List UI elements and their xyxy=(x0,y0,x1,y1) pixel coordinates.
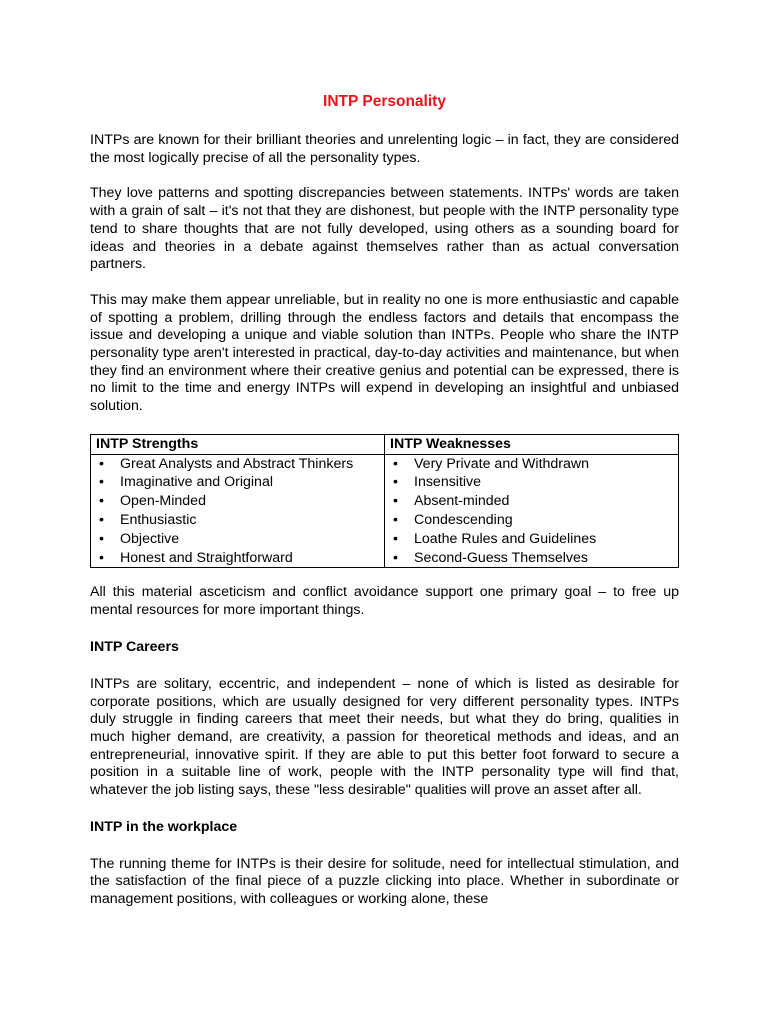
weakness-item: • Very Private and Withdrawn xyxy=(390,455,678,474)
weaknesses-header: INTP Weaknesses xyxy=(385,434,679,454)
intro-paragraph: INTPs are known for their brilliant theories and unrelenting logic – in fact, they are considered the most logically precise of all the personality types. xyxy=(90,132,679,166)
strengths-list xyxy=(96,455,384,568)
weakness-item: • Loathe Rules and Guidelines xyxy=(390,530,678,549)
strength-item: • Imaginative and Original xyxy=(96,473,384,492)
table-body-row xyxy=(91,454,679,568)
weakness-item: • Condescending xyxy=(390,511,678,530)
asceticism-paragraph: All this material asceticism and conflict avoidance support one primary goal – to free up mental resources for more important things. xyxy=(90,584,679,619)
table-header-row xyxy=(91,434,679,454)
weakness-item: • Absent-minded xyxy=(390,492,678,511)
weakness-item: • Insensitive xyxy=(390,473,678,492)
reliability-paragraph: This may make them appear unreliable, but in reality no one is more enthusiastic and capable of spotting a problem, drilling through the endless factors and details that encompass the issue and developing a unique and viable solution than INTPs. People who share the INTP personality type aren't interested in practical, day-to-day activities and maintenance, but when they find an environment where their creative genius and potential can be expressed, there is no limit to the time and energy INTPs will expend in developing an insightful and unbiased solution. xyxy=(90,291,679,415)
strengths-weaknesses-table xyxy=(90,434,679,569)
document-page xyxy=(90,92,679,927)
workplace-paragraph: The running theme for INTPs is their desire for solitude, need for intellectual stimulation, and the satisfaction of the final piece of a puzzle clicking into place. Whether in subordinate or management positions, with colleagues or working alone, these xyxy=(90,855,679,908)
careers-heading: INTP Careers xyxy=(90,638,179,655)
strength-item: • Open-Minded xyxy=(96,492,384,511)
weaknesses-list xyxy=(390,455,678,568)
strengths-cell xyxy=(91,454,385,568)
strengths-header: INTP Strengths xyxy=(91,434,385,454)
weaknesses-cell xyxy=(385,454,679,568)
document-title: INTP Personality xyxy=(323,93,446,110)
weakness-item: • Second-Guess Themselves xyxy=(390,549,678,568)
workplace-heading: INTP in the workplace xyxy=(90,818,238,835)
patterns-paragraph: They love patterns and spotting discrepancies between statements. INTPs' words are taken with a grain of salt – it's not that they are dishonest, but people with the INTP personality type tend to share thoughts that are not fully developed, using others as a sounding board for ideas and theories in a debate against themselves rather than as actual conversation partners. xyxy=(90,185,679,273)
strength-item: • Objective xyxy=(96,530,384,549)
strength-item: • Honest and Straightforward xyxy=(96,549,384,568)
strength-item: • Great Analysts and Abstract Thinkers xyxy=(96,455,384,474)
strength-item: • Enthusiastic xyxy=(96,511,384,530)
careers-paragraph: INTPs are solitary, eccentric, and independent – none of which is listed as desirable for corporate positions, which are usually designed for very different personality types. INTPs duly struggle in finding careers that meet their needs, but what they do bring, qualities in much higher demand, are creativity, a passion for theoretical methods and ideas, and an entrepreneurial, innovative spirit. If they are able to put this better foot forward to secure a position in a suitable line of work, people with the INTP personality type will find that, whatever the job listing says, these "less desirable" qualities will prove an asset after all. xyxy=(90,675,679,799)
